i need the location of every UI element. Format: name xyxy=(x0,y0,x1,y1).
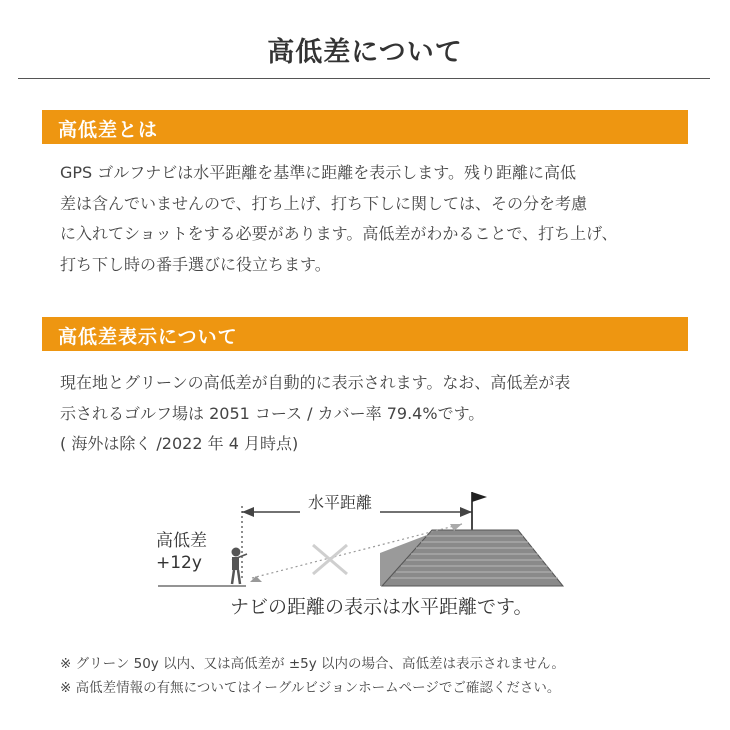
elevation-label-block xyxy=(156,530,207,574)
title-divider xyxy=(18,78,710,79)
footnote: ※ グリーン 50y 以内、又は高低差が ±5y 以内の場合、高低差は表示されません。 xyxy=(60,656,565,672)
section-body-elevation-definition xyxy=(60,158,700,280)
elevation-label: 高低差 xyxy=(156,531,207,551)
distance-diagram xyxy=(150,480,580,620)
footnote: ※ 高低差情報の有無についてはイーグルビジョンホームページでご確認ください。 xyxy=(60,680,561,696)
elevation-value: +12y xyxy=(156,553,202,573)
footnotes xyxy=(60,652,700,700)
body-line: GPS ゴルフナビは水平距離を基準に距離を表示します。残り距離に高低 xyxy=(60,163,577,182)
body-line: 打ち下し時の番手選びに役立ちます。 xyxy=(60,254,331,274)
arrow-right-icon xyxy=(460,507,472,517)
flag-icon xyxy=(472,492,487,502)
section-body-elevation-display xyxy=(60,368,700,460)
body-line: 現在地とグリーンの高低差が自動的に表示されます。なお、高低差が表 xyxy=(60,373,571,392)
body-line: 差は含んでいませんので、打ち上げ、打ち下しに関しては、その分を考慮 xyxy=(60,193,588,213)
horizontal-distance-label: 水平距離 xyxy=(300,490,380,513)
page-title: 高低差について xyxy=(267,37,463,68)
section-header-elevation-display xyxy=(42,317,688,351)
ball-marker-icon xyxy=(250,576,262,582)
diagram-caption: ナビの距離の表示は水平距離です。 xyxy=(230,596,533,618)
section-header-elevation-definition xyxy=(42,110,688,144)
section-heading: 高低差とは xyxy=(58,119,159,141)
body-line: に入れてショットをする必要があります。高低差がわかることで、打ち上げ、 xyxy=(60,224,618,243)
arrow-left-icon xyxy=(242,507,254,517)
section-heading: 高低差表示について xyxy=(58,326,238,348)
golfer-icon xyxy=(232,548,247,584)
body-line: ( 海外は除く /2022 年 4 月時点) xyxy=(60,434,299,453)
body-line: 示されるゴルフ場は 2051 コース / カバー率 79.4%です。 xyxy=(60,403,485,423)
